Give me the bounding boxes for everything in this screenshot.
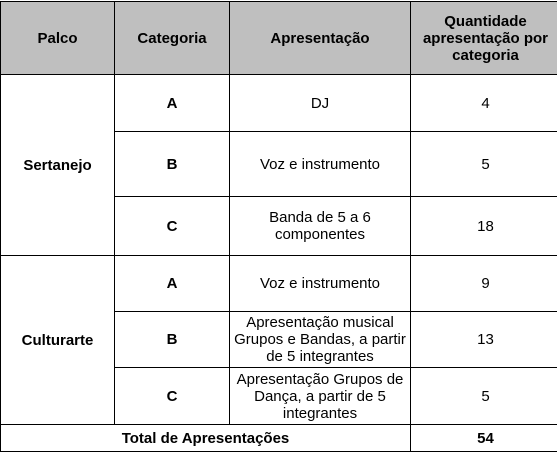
apresentacao-cell: Voz e instrumento — [230, 132, 411, 197]
total-row — [1, 425, 557, 452]
quantidade-cell: 9 — [411, 256, 557, 312]
apresentacao-cell: Apresentação Grupos de Dança, a partir de 5 integrantes — [230, 368, 411, 425]
table-row — [1, 256, 557, 312]
table-row — [1, 75, 557, 132]
header-palco: Palco — [1, 2, 115, 75]
total-label: Total de Apresentações — [1, 425, 411, 452]
total-value: 54 — [411, 425, 557, 452]
quantidade-cell: 13 — [411, 312, 557, 368]
quantidade-cell: 18 — [411, 197, 557, 256]
quantidade-cell: 5 — [411, 368, 557, 425]
header-apresentacao: Apresentação — [230, 2, 411, 75]
presentations-table — [0, 1, 557, 452]
apresentacao-cell: DJ — [230, 75, 411, 132]
quantidade-cell: 4 — [411, 75, 557, 132]
header-categoria: Categoria — [115, 2, 230, 75]
palco-cell: Sertanejo — [1, 75, 115, 256]
categoria-cell: C — [115, 197, 230, 256]
categoria-cell: A — [115, 256, 230, 312]
categoria-cell: C — [115, 368, 230, 425]
apresentacao-cell: Apresentação musical Grupos e Bandas, a partir de 5 integrantes — [230, 312, 411, 368]
apresentacao-cell: Banda de 5 a 6 componentes — [230, 197, 411, 256]
quantidade-cell: 5 — [411, 132, 557, 197]
categoria-cell: A — [115, 75, 230, 132]
header-row — [1, 2, 557, 75]
header-quantidade: Quantidade apresentação por categoria — [411, 2, 557, 75]
apresentacao-cell: Voz e instrumento — [230, 256, 411, 312]
palco-cell: Culturarte — [1, 256, 115, 425]
categoria-cell: B — [115, 132, 230, 197]
categoria-cell: B — [115, 312, 230, 368]
